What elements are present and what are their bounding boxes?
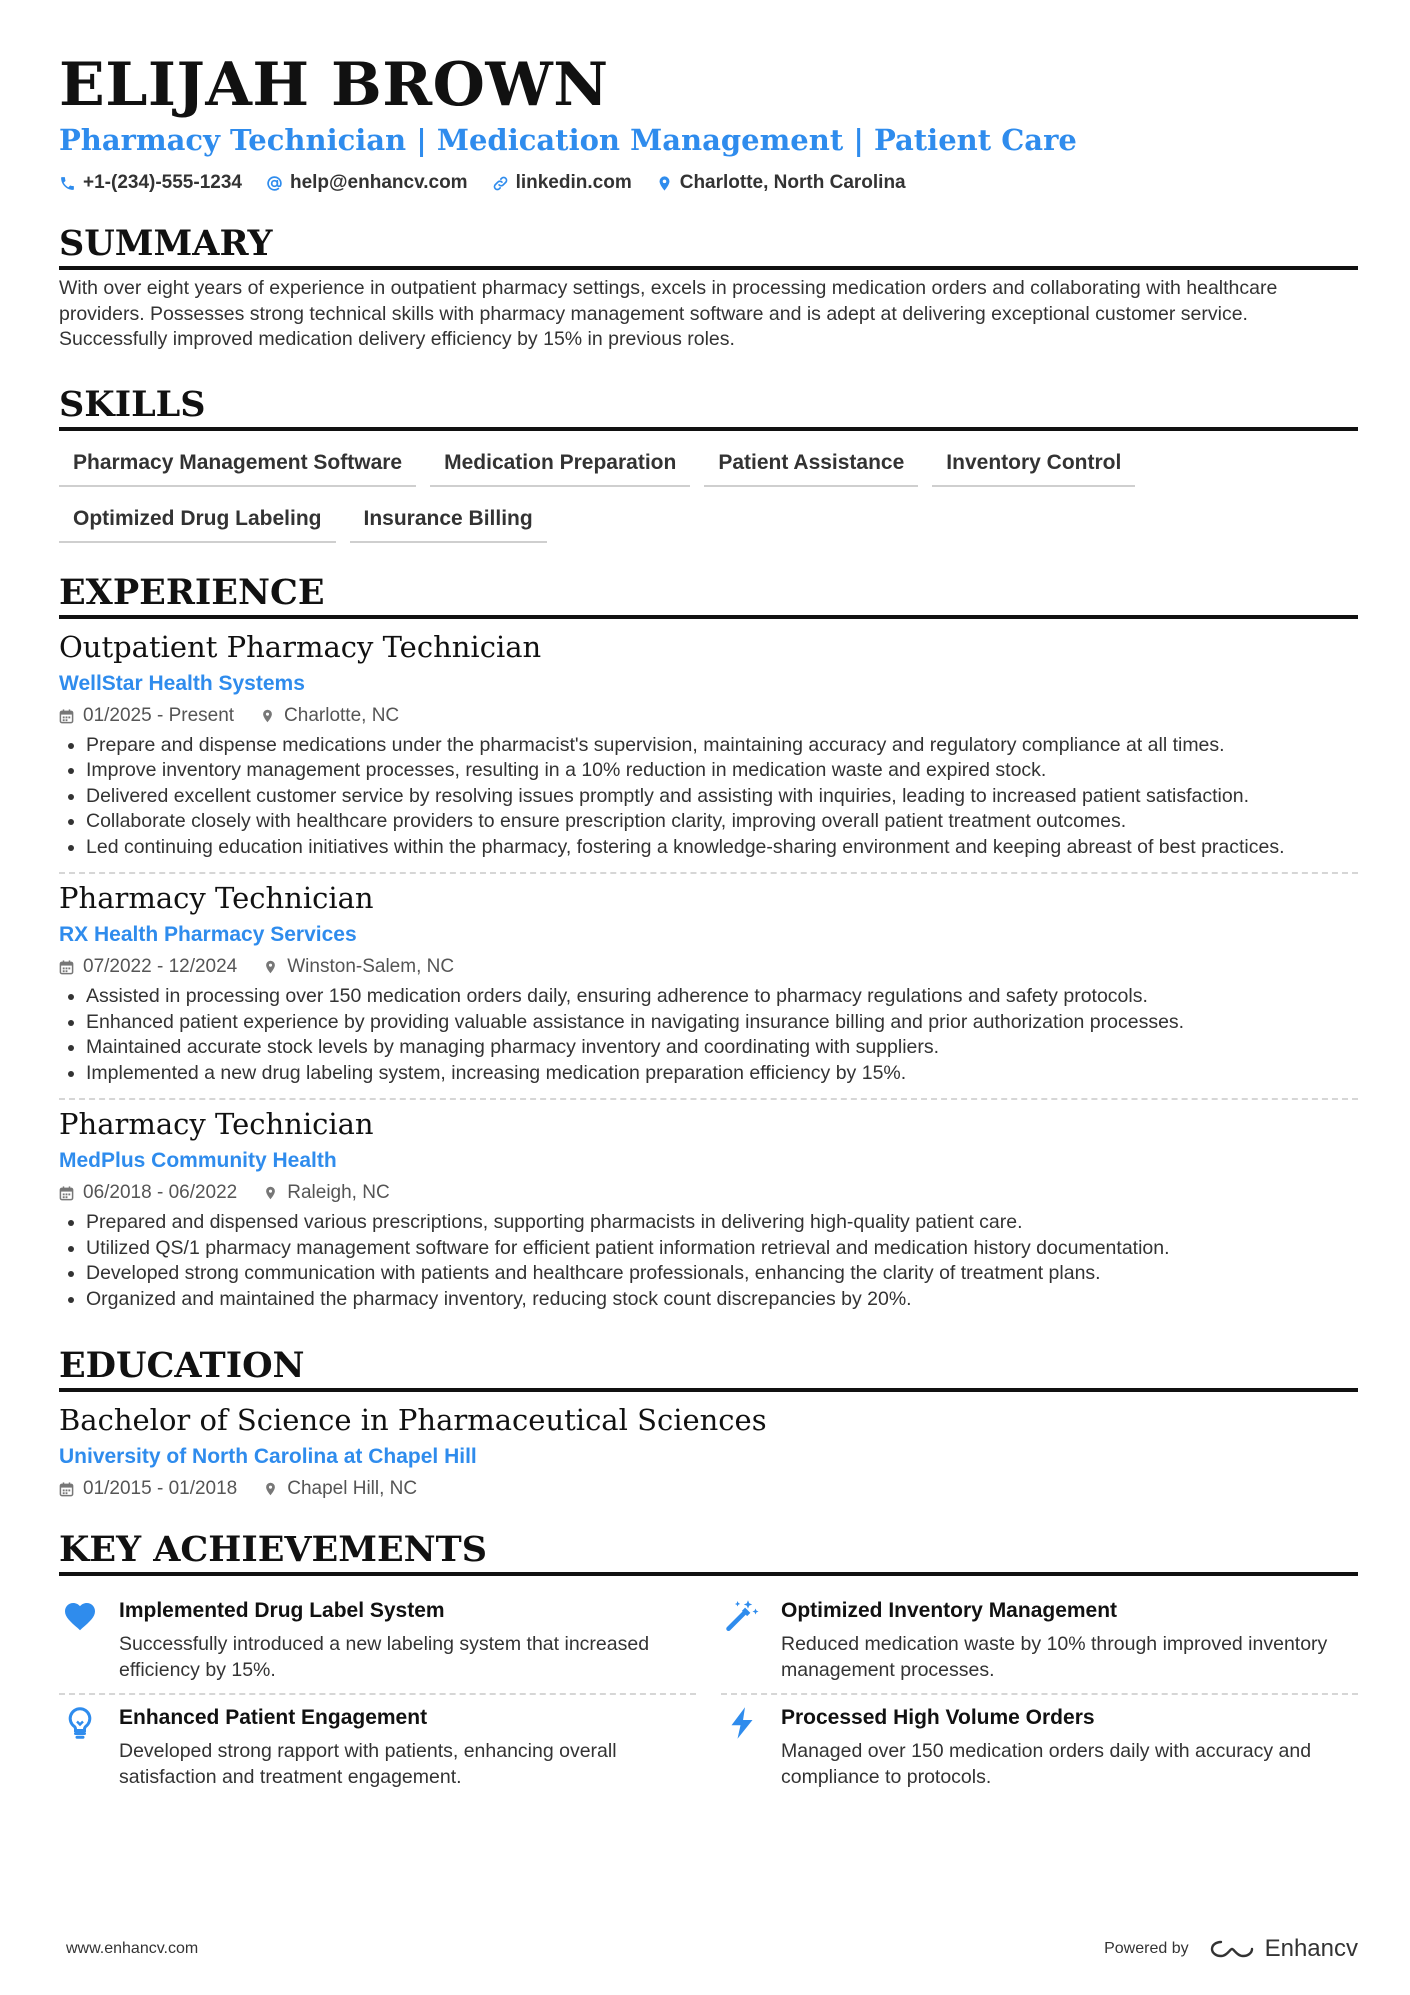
education-dates-text: 01/2015 - 01/2018 <box>83 1478 238 1499</box>
achievement-title: Implemented Drug Label System <box>119 1599 445 1622</box>
job-bullets <box>59 1210 1358 1312</box>
achievement-item <box>59 1588 696 1695</box>
job-location <box>260 703 399 729</box>
education-section <box>59 1344 1358 1508</box>
location-pin-icon <box>263 1185 278 1201</box>
achievement-desc: Developed strong rapport with patients, enhancing overall satisfaction and treatment engagement. <box>119 1740 617 1788</box>
powered-by-text: Powered by <box>1104 1940 1189 1957</box>
company-name: RX Health Pharmacy Services <box>59 923 357 946</box>
location-text: Charlotte, North Carolina <box>679 172 906 193</box>
magic-wand-icon <box>724 1598 760 1634</box>
link-text: linkedin.com <box>515 172 632 193</box>
job-dates <box>59 1180 237 1206</box>
job-meta <box>59 1180 1358 1206</box>
bullet-item: • Enhanced patient experience by providing valuable assistance in navigating insurance billing and prior authorization processes. <box>86 1010 1358 1036</box>
bullet-item: • Delivered excellent customer service by resolving issues promptly and assisting with inquiries, leading to increased patient satisfaction. <box>86 784 1358 810</box>
link-icon <box>492 175 509 192</box>
skill-tag: Inventory Control <box>932 445 1135 487</box>
summary-section <box>59 222 1358 353</box>
summary-heading: SUMMARY <box>59 222 1358 270</box>
education-dates <box>59 1476 237 1502</box>
contact-phone[interactable] <box>59 172 242 194</box>
experience-section <box>59 571 1358 1319</box>
school-name: University of North Carolina at Chapel Hill <box>59 1445 477 1468</box>
heart-icon <box>62 1598 98 1634</box>
phone-text: +1-(234)-555-1234 <box>83 172 242 193</box>
bullet-item: • Assisted in processing over 150 medication orders daily, ensuring adherence to pharmacy regulations and safety protocols. <box>86 984 1358 1010</box>
company-name: WellStar Health Systems <box>59 671 305 695</box>
achievement-item <box>59 1695 696 1800</box>
job-title: Pharmacy Technician <box>59 1107 374 1141</box>
footer-brand <box>1104 1935 1358 1963</box>
contact-email[interactable] <box>266 172 468 194</box>
page-footer <box>66 1935 1358 1963</box>
skills-section <box>59 383 1358 543</box>
job-location-text: Charlotte, NC <box>284 704 400 726</box>
lightbulb-icon <box>62 1705 98 1741</box>
contact-bar <box>59 172 1358 194</box>
bullet-item: • Implemented a new drug labeling system, increasing medication preparation efficiency by 15%. <box>86 1061 1358 1087</box>
email-text: help@enhancv.com <box>289 172 468 193</box>
summary-text: With over eight years of experience in outpatient pharmacy settings, excels in processing medication orders and collaborating with healthcare providers. Possesses strong technical skills with pharmacy management software and is adept at delivering exceptional customer service. Successfully improved medication delivery efficiency by 15% in previous roles. <box>59 277 1278 350</box>
achievement-desc: Reduced medication waste by 10% through improved inventory management processes. <box>781 1633 1328 1681</box>
bullet-item: • Organized and maintained the pharmacy inventory, reducing stock count discrepancies by 20%. <box>86 1287 1358 1313</box>
degree-title: Bachelor of Science in Pharmaceutical Sciences <box>59 1403 767 1437</box>
achievement-item <box>721 1588 1358 1695</box>
achievement-title: Enhanced Patient Engagement <box>119 1706 428 1729</box>
bullet-item: • Utilized QS/1 pharmacy management software for efficient patient information retrieval and medication history documentation. <box>86 1236 1358 1262</box>
education-heading: EDUCATION <box>59 1344 1358 1392</box>
education-entry <box>59 1400 1358 1508</box>
skills-list <box>59 445 1319 543</box>
education-location-text: Chapel Hill, NC <box>287 1478 418 1499</box>
job-location <box>263 1180 389 1206</box>
candidate-title: Pharmacy Technician | Medication Management | Patient Care <box>59 123 1077 157</box>
calendar-icon <box>59 1481 74 1497</box>
resume-page <box>59 50 1358 1800</box>
job-dates-text: 01/2025 - Present <box>83 704 235 726</box>
achievements-grid <box>59 1588 1358 1800</box>
achievements-section <box>59 1528 1358 1800</box>
location-pin-icon <box>656 175 673 192</box>
achievement-desc: Successfully introduced a new labeling system that increased efficiency by 15%. <box>119 1633 650 1681</box>
footer-website[interactable]: www.enhancv.com <box>66 1940 199 1957</box>
lightning-bolt-icon <box>724 1705 760 1741</box>
job-dates <box>59 703 234 729</box>
achievement-item <box>721 1695 1358 1800</box>
skill-tag: Optimized Drug Labeling <box>59 501 336 543</box>
education-meta <box>59 1476 1358 1502</box>
location-pin-icon <box>263 1481 278 1497</box>
job-entry <box>59 872 1358 1092</box>
achievements-heading: KEY ACHIEVEMENTS <box>59 1528 1358 1576</box>
bullet-item: • Prepared and dispensed various prescriptions, supporting pharmacists in delivering high-quality patient care. <box>86 1210 1358 1236</box>
job-title: Pharmacy Technician <box>59 881 374 915</box>
bullet-item: • Developed strong communication with patients and healthcare professionals, enhancing the clarity of treatment plans. <box>86 1261 1358 1287</box>
location-pin-icon <box>260 708 275 724</box>
achievement-title: Optimized Inventory Management <box>781 1599 1118 1622</box>
job-location-text: Winston-Salem, NC <box>287 956 455 977</box>
phone-icon <box>59 175 76 192</box>
job-title: Outpatient Pharmacy Technician <box>59 629 542 664</box>
bullet-item: • Prepare and dispense medications under the pharmacist's supervision, maintaining accuracy and regulatory compliance at all times. <box>86 733 1358 759</box>
skill-tag: Patient Assistance <box>704 445 918 487</box>
job-entry <box>59 627 1358 867</box>
job-dates-text: 06/2018 - 06/2022 <box>83 1182 238 1203</box>
experience-heading: EXPERIENCE <box>59 571 1358 619</box>
calendar-icon <box>59 1185 74 1201</box>
achievement-title: Processed High Volume Orders <box>781 1706 1095 1729</box>
enhancv-logo[interactable] <box>1209 1935 1358 1963</box>
job-dates <box>59 954 237 980</box>
bullet-item: • Maintained accurate stock levels by managing pharmacy inventory and coordinating with suppliers. <box>86 1035 1358 1061</box>
job-entry <box>59 1098 1358 1318</box>
bullet-item: • Improve inventory management processes, resulting in a 10% reduction in medication waste and expired stock. <box>86 758 1358 784</box>
at-sign-icon <box>266 175 283 192</box>
job-bullets <box>59 733 1358 861</box>
contact-link[interactable] <box>492 172 632 194</box>
job-location <box>263 954 454 980</box>
calendar-icon <box>59 959 74 975</box>
skill-tag: Medication Preparation <box>430 445 690 487</box>
enhancv-logo-text: Enhancv <box>1264 1935 1358 1962</box>
candidate-name: ELIJAH BROWN <box>59 50 609 120</box>
job-meta <box>59 703 1358 729</box>
company-name: MedPlus Community Health <box>59 1149 337 1172</box>
education-location <box>263 1476 417 1502</box>
job-dates-text: 07/2022 - 12/2024 <box>83 956 238 977</box>
enhancv-logo-icon <box>1209 1937 1255 1961</box>
job-meta <box>59 954 1358 980</box>
job-bullets <box>59 984 1358 1086</box>
bullet-item: • Led continuing education initiatives within the pharmacy, fostering a knowledge-sharing environment and keeping abreast of best practices. <box>86 835 1358 861</box>
skill-tag: Pharmacy Management Software <box>59 445 416 487</box>
location-pin-icon <box>263 959 278 975</box>
skill-tag: Insurance Billing <box>350 501 547 543</box>
calendar-icon <box>59 708 74 724</box>
achievement-desc: Managed over 150 medication orders daily with accuracy and compliance to protocols. <box>781 1740 1312 1788</box>
skills-heading: SKILLS <box>59 383 1358 431</box>
contact-location <box>656 172 906 194</box>
job-location-text: Raleigh, NC <box>287 1182 390 1203</box>
bullet-item: • Collaborate closely with healthcare providers to ensure prescription clarity, improving overall patient treatment outcomes. <box>86 809 1358 835</box>
